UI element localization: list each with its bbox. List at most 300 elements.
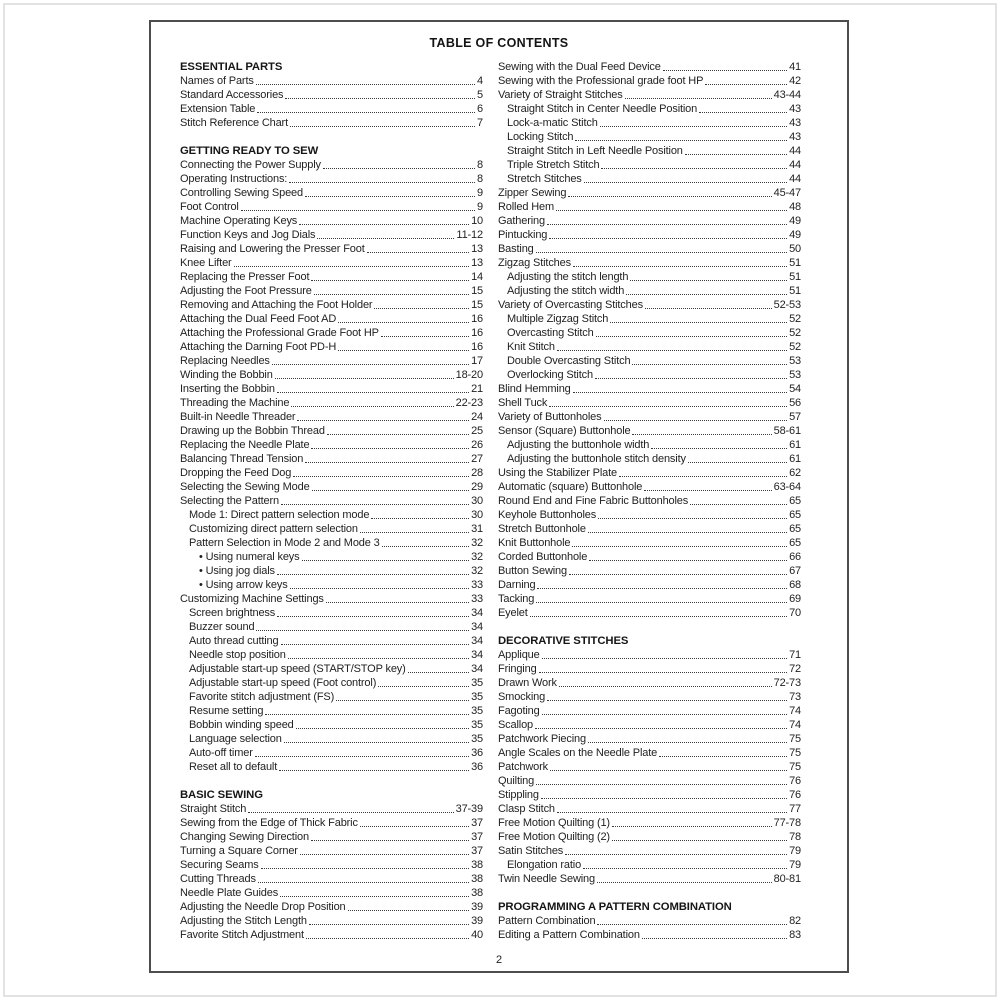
dot-leader bbox=[626, 294, 787, 295]
toc-entry bbox=[180, 592, 483, 606]
entry-page-number: 50 bbox=[789, 243, 801, 255]
dot-leader bbox=[542, 714, 787, 715]
dot-leader bbox=[258, 882, 469, 883]
toc-entry bbox=[180, 690, 483, 704]
dot-leader bbox=[597, 882, 772, 883]
entry-page-number: 21 bbox=[471, 383, 483, 395]
toc-entry bbox=[180, 298, 483, 312]
toc-entry bbox=[498, 592, 801, 606]
entry-page-number: 54 bbox=[789, 383, 801, 395]
toc-entry bbox=[180, 480, 483, 494]
entry-label: Pattern Combination bbox=[498, 915, 596, 927]
entry-label: Patchwork bbox=[498, 761, 549, 773]
toc-entry bbox=[498, 522, 801, 536]
toc-entry bbox=[498, 158, 801, 172]
toc-entry bbox=[498, 438, 801, 452]
dot-leader bbox=[644, 490, 771, 491]
entry-label: Fringing bbox=[498, 663, 537, 675]
dot-leader bbox=[573, 392, 787, 393]
toc-entry bbox=[498, 536, 801, 550]
entry-page-number: 17 bbox=[471, 355, 483, 367]
toc-entry bbox=[180, 872, 483, 886]
entry-page-number: 79 bbox=[789, 859, 801, 871]
dot-leader bbox=[311, 280, 469, 281]
entry-label: Adjusting the buttonhole width bbox=[507, 439, 650, 451]
toc-entry bbox=[498, 186, 801, 200]
dot-leader bbox=[309, 924, 469, 925]
entry-label: Foot Control bbox=[180, 201, 239, 213]
dot-leader bbox=[248, 812, 453, 813]
entry-page-number: 49 bbox=[789, 229, 801, 241]
entry-page-number: 7 bbox=[477, 117, 483, 129]
entry-label: Connecting the Power Supply bbox=[180, 159, 321, 171]
dot-leader bbox=[323, 168, 475, 169]
entry-page-number: 36 bbox=[471, 747, 483, 759]
entry-page-number: 38 bbox=[471, 887, 483, 899]
entry-label: Drawn Work bbox=[498, 677, 557, 689]
dot-leader bbox=[297, 420, 469, 421]
toc-entry bbox=[498, 130, 801, 144]
dot-leader bbox=[257, 112, 475, 113]
dot-leader bbox=[290, 588, 469, 589]
entry-label: Fagoting bbox=[498, 705, 540, 717]
entry-page-number: 51 bbox=[789, 257, 801, 269]
entry-label: Basting bbox=[498, 243, 534, 255]
toc-entry bbox=[180, 270, 483, 284]
entry-label: Replacing Needles bbox=[180, 355, 270, 367]
entry-page-number: 33 bbox=[471, 579, 483, 591]
entry-label: Straight Stitch in Center Needle Position bbox=[507, 103, 698, 115]
dot-leader bbox=[549, 406, 787, 407]
entry-page-number: 65 bbox=[789, 509, 801, 521]
dot-leader bbox=[596, 336, 788, 337]
toc-entry bbox=[180, 158, 483, 172]
dot-leader bbox=[632, 364, 787, 365]
entry-label: Multiple Zigzag Stitch bbox=[507, 313, 609, 325]
toc-section bbox=[180, 788, 483, 942]
toc-entry bbox=[180, 676, 483, 690]
entry-page-number: 37 bbox=[471, 845, 483, 857]
dot-leader bbox=[535, 728, 787, 729]
page-number: 2 bbox=[495, 954, 503, 966]
dot-leader bbox=[598, 518, 787, 519]
dot-leader bbox=[314, 294, 469, 295]
entry-label: Cutting Threads bbox=[180, 873, 256, 885]
entry-page-number: 75 bbox=[789, 733, 801, 745]
toc-entry bbox=[498, 690, 801, 704]
dot-leader bbox=[348, 910, 470, 911]
dot-leader bbox=[336, 700, 469, 701]
toc-entry bbox=[180, 606, 483, 620]
section-heading: DECORATIVE STITCHES bbox=[498, 635, 629, 647]
entry-label: Gathering bbox=[498, 215, 545, 227]
dot-leader bbox=[536, 784, 787, 785]
entry-page-number: 13 bbox=[471, 257, 483, 269]
dot-leader bbox=[312, 490, 470, 491]
entry-label: Controlling Sewing Speed bbox=[180, 187, 303, 199]
toc-entry bbox=[498, 242, 801, 256]
entry-label: Using the Stabilizer Plate bbox=[498, 467, 617, 479]
toc-entry bbox=[180, 382, 483, 396]
entry-page-number: 24 bbox=[471, 411, 483, 423]
toc-entry bbox=[498, 396, 801, 410]
entry-page-number: 61 bbox=[789, 439, 801, 451]
toc-entry bbox=[180, 452, 483, 466]
entry-label: Satin Stitches bbox=[498, 845, 564, 857]
dot-leader bbox=[584, 182, 787, 183]
toc-entry bbox=[498, 466, 801, 480]
entry-page-number: 74 bbox=[789, 719, 801, 731]
toc-entry bbox=[180, 508, 483, 522]
dot-leader bbox=[291, 406, 453, 407]
entry-page-number: 43 bbox=[789, 131, 801, 143]
toc-entry bbox=[180, 200, 483, 214]
toc-column-1 bbox=[180, 60, 483, 942]
entry-page-number: 11-12 bbox=[456, 229, 483, 241]
toc-entry bbox=[498, 494, 801, 508]
dot-leader bbox=[690, 504, 787, 505]
dot-leader bbox=[557, 350, 787, 351]
entry-label: • Using jog dials bbox=[199, 565, 275, 577]
entry-page-number: 44 bbox=[789, 145, 801, 157]
entry-label: Customizing Machine Settings bbox=[180, 593, 324, 605]
dot-leader bbox=[645, 308, 772, 309]
entry-label: Sewing with the Professional grade foot HP bbox=[498, 75, 704, 87]
dot-leader bbox=[367, 252, 469, 253]
dot-leader bbox=[539, 672, 788, 673]
dot-leader bbox=[256, 630, 469, 631]
toc-entry bbox=[180, 326, 483, 340]
entry-label: Selecting the Pattern bbox=[180, 495, 279, 507]
toc-entry bbox=[498, 354, 801, 368]
entry-page-number: 15 bbox=[471, 299, 483, 311]
entry-label: Attaching the Professional Grade Foot HP bbox=[180, 327, 379, 339]
entry-page-number: 74 bbox=[789, 705, 801, 717]
entry-label: Auto-off timer bbox=[189, 747, 253, 759]
dot-leader bbox=[374, 308, 469, 309]
entry-page-number: 16 bbox=[471, 341, 483, 353]
entry-page-number: 34 bbox=[471, 663, 483, 675]
entry-page-number: 34 bbox=[471, 607, 483, 619]
toc-entry bbox=[180, 634, 483, 648]
toc-entry bbox=[180, 830, 483, 844]
dot-leader bbox=[688, 462, 787, 463]
toc-entry bbox=[498, 662, 801, 676]
toc-entry bbox=[180, 354, 483, 368]
entry-label: Pattern Selection in Mode 2 and Mode 3 bbox=[189, 537, 380, 549]
entry-label: Adjusting the Needle Drop Position bbox=[180, 901, 346, 913]
toc-entry bbox=[180, 228, 483, 242]
entry-label: Zigzag Stitches bbox=[498, 257, 571, 269]
entry-page-number: 35 bbox=[471, 719, 483, 731]
dot-leader bbox=[625, 98, 772, 99]
toc-entry bbox=[180, 424, 483, 438]
entry-page-number: 32 bbox=[471, 565, 483, 577]
entry-label: Selecting the Sewing Mode bbox=[180, 481, 310, 493]
entry-page-number: 35 bbox=[471, 705, 483, 717]
toc-entry bbox=[498, 564, 801, 578]
dot-leader bbox=[573, 266, 787, 267]
toc-entry bbox=[180, 74, 483, 88]
entry-label: Clasp Stitch bbox=[498, 803, 555, 815]
dot-leader bbox=[595, 378, 787, 379]
entry-label: Lock-a-matic Stitch bbox=[507, 117, 598, 129]
toc-entry bbox=[180, 172, 483, 186]
dot-leader bbox=[588, 742, 787, 743]
entry-page-number: 15 bbox=[471, 285, 483, 297]
entry-label: Adjustable start-up speed (Foot control) bbox=[189, 677, 377, 689]
entry-label: Mode 1: Direct pattern selection mode bbox=[189, 509, 370, 521]
entry-page-number: 5 bbox=[477, 89, 483, 101]
entry-page-number: 67 bbox=[789, 565, 801, 577]
toc-entry bbox=[498, 214, 801, 228]
dot-leader bbox=[279, 770, 469, 771]
dot-leader bbox=[293, 476, 469, 477]
toc-entry bbox=[180, 578, 483, 592]
entry-label: Bobbin winding speed bbox=[189, 719, 294, 731]
toc-entry bbox=[498, 746, 801, 760]
entry-page-number: 77 bbox=[789, 803, 801, 815]
dot-leader bbox=[530, 616, 787, 617]
entry-label: Elongation ratio bbox=[507, 859, 582, 871]
entry-page-number: 41 bbox=[789, 61, 801, 73]
toc-entry bbox=[498, 60, 801, 74]
toc-entry bbox=[498, 704, 801, 718]
entry-page-number: 72 bbox=[789, 663, 801, 675]
entry-label: Pintucking bbox=[498, 229, 548, 241]
entry-page-number: 40 bbox=[471, 929, 483, 941]
toc-entry bbox=[180, 536, 483, 550]
entry-label: Double Overcasting Stitch bbox=[507, 355, 631, 367]
entry-label: Sewing from the Edge of Thick Fabric bbox=[180, 817, 358, 829]
entry-page-number: 36 bbox=[471, 761, 483, 773]
toc-entry bbox=[180, 746, 483, 760]
entry-page-number: 31 bbox=[471, 523, 483, 535]
entry-label: Attaching the Dual Feed Foot AD bbox=[180, 313, 337, 325]
dot-leader bbox=[588, 532, 787, 533]
toc-entry bbox=[180, 886, 483, 900]
toc-entry bbox=[498, 256, 801, 270]
entry-page-number: 28 bbox=[471, 467, 483, 479]
dot-leader bbox=[685, 154, 787, 155]
entry-label: Knit Stitch bbox=[507, 341, 555, 353]
dot-leader bbox=[542, 658, 787, 659]
entry-page-number: 10 bbox=[471, 215, 483, 227]
entry-label: Sensor (Square) Buttonhole bbox=[498, 425, 631, 437]
toc-entry bbox=[498, 200, 801, 214]
dot-leader bbox=[277, 574, 469, 575]
entry-page-number: 30 bbox=[471, 509, 483, 521]
entry-page-number: 8 bbox=[477, 159, 483, 171]
dot-leader bbox=[381, 336, 469, 337]
entry-page-number: 53 bbox=[789, 355, 801, 367]
dot-leader bbox=[541, 798, 787, 799]
entry-label: Overlocking Stitch bbox=[507, 369, 593, 381]
dot-leader bbox=[378, 686, 469, 687]
entry-page-number: 66 bbox=[789, 551, 801, 563]
dot-leader bbox=[234, 266, 470, 267]
toc-entry bbox=[498, 830, 801, 844]
dot-leader bbox=[612, 826, 772, 827]
dot-leader bbox=[360, 826, 469, 827]
entry-page-number: 22-23 bbox=[455, 397, 483, 409]
toc-entry bbox=[180, 802, 483, 816]
dot-leader bbox=[300, 854, 469, 855]
toc-entry bbox=[180, 284, 483, 298]
toc-entry bbox=[498, 774, 801, 788]
dot-leader bbox=[296, 728, 469, 729]
dot-leader bbox=[632, 434, 771, 435]
dot-leader bbox=[311, 840, 469, 841]
entry-label: Round End and Fine Fabric Buttonholes bbox=[498, 495, 689, 507]
toc-section bbox=[180, 60, 483, 130]
entry-label: Built-in Needle Threader bbox=[180, 411, 296, 423]
entry-label: Shell Tuck bbox=[498, 397, 548, 409]
dot-leader bbox=[663, 70, 787, 71]
entry-page-number: 45-47 bbox=[773, 187, 801, 199]
entry-page-number: 73 bbox=[789, 691, 801, 703]
toc-entry bbox=[180, 760, 483, 774]
entry-label: Dropping the Feed Dog bbox=[180, 467, 292, 479]
dot-leader bbox=[575, 140, 787, 141]
toc-entry bbox=[498, 508, 801, 522]
dot-leader bbox=[265, 714, 469, 715]
dot-leader bbox=[619, 476, 787, 477]
toc-entry bbox=[180, 900, 483, 914]
toc-entry bbox=[180, 410, 483, 424]
entry-label: Knit Buttonhole bbox=[498, 537, 571, 549]
entry-page-number: 62 bbox=[789, 467, 801, 479]
dot-leader bbox=[536, 602, 787, 603]
page-title: TABLE OF CONTENTS bbox=[429, 36, 569, 50]
entry-label: Adjusting the stitch width bbox=[507, 285, 625, 297]
entry-label: Turning a Square Corner bbox=[180, 845, 298, 857]
entry-page-number: 52 bbox=[789, 313, 801, 325]
dot-leader bbox=[281, 644, 470, 645]
entry-label: Twin Needle Sewing bbox=[498, 873, 595, 885]
toc-entry bbox=[180, 242, 483, 256]
entry-label: • Using numeral keys bbox=[199, 551, 300, 563]
toc-entry bbox=[180, 214, 483, 228]
entry-label: Darning bbox=[498, 579, 536, 591]
toc-entry bbox=[498, 284, 801, 298]
entry-page-number: 13 bbox=[471, 243, 483, 255]
toc-entry bbox=[498, 368, 801, 382]
toc-entry bbox=[498, 480, 801, 494]
entry-page-number: 27 bbox=[471, 453, 483, 465]
dot-leader bbox=[256, 84, 475, 85]
entry-label: Stretch Buttonhole bbox=[498, 523, 586, 535]
dot-leader bbox=[583, 868, 787, 869]
entry-page-number: 51 bbox=[789, 271, 801, 283]
toc-entry bbox=[498, 872, 801, 886]
entry-label: Blind Hemming bbox=[498, 383, 571, 395]
entry-label: Language selection bbox=[189, 733, 282, 745]
toc-entry bbox=[498, 116, 801, 130]
dot-leader bbox=[326, 602, 469, 603]
dot-leader bbox=[284, 742, 469, 743]
dot-leader bbox=[601, 168, 787, 169]
dot-leader bbox=[559, 686, 772, 687]
entry-label: Editing a Pattern Combination bbox=[498, 929, 640, 941]
section-heading: ESSENTIAL PARTS bbox=[180, 61, 283, 73]
dot-leader bbox=[280, 896, 469, 897]
toc-entry bbox=[180, 186, 483, 200]
toc-entry bbox=[498, 172, 801, 186]
entry-page-number: 43 bbox=[789, 117, 801, 129]
entry-label: Adjusting the Stitch Length bbox=[180, 915, 307, 927]
entry-page-number: 52 bbox=[789, 327, 801, 339]
toc-entry bbox=[180, 914, 483, 928]
dot-leader bbox=[597, 924, 787, 925]
entry-label: Threading the Machine bbox=[180, 397, 290, 409]
toc-entry bbox=[498, 606, 801, 620]
toc-entry bbox=[498, 88, 801, 102]
entry-label: Stippling bbox=[498, 789, 539, 801]
entry-label: Variety of Overcasting Stitches bbox=[498, 299, 643, 311]
dot-leader bbox=[360, 532, 469, 533]
entry-page-number: 9 bbox=[477, 201, 483, 213]
entry-page-number: 77-78 bbox=[773, 817, 801, 829]
toc-entry bbox=[498, 340, 801, 354]
toc-section bbox=[498, 900, 801, 942]
entry-page-number: 37-39 bbox=[455, 803, 483, 815]
dot-leader bbox=[569, 574, 787, 575]
dot-leader bbox=[290, 126, 475, 127]
entry-page-number: 16 bbox=[471, 327, 483, 339]
toc-entry bbox=[180, 116, 483, 130]
toc-entry bbox=[498, 802, 801, 816]
toc-entry bbox=[498, 410, 801, 424]
dot-leader bbox=[255, 756, 469, 757]
dot-leader bbox=[549, 238, 787, 239]
dot-leader bbox=[261, 868, 469, 869]
toc-entry bbox=[180, 466, 483, 480]
dot-leader bbox=[547, 224, 787, 225]
entry-page-number: 25 bbox=[471, 425, 483, 437]
entry-label: Function Keys and Jog Dials bbox=[180, 229, 316, 241]
entry-page-number: 16 bbox=[471, 313, 483, 325]
entry-page-number: 34 bbox=[471, 649, 483, 661]
entry-label: Machine Operating Keys bbox=[180, 215, 298, 227]
toc-entry bbox=[180, 522, 483, 536]
entry-page-number: 26 bbox=[471, 439, 483, 451]
toc-entry bbox=[180, 550, 483, 564]
entry-page-number: 35 bbox=[471, 691, 483, 703]
entry-label: Favorite stitch adjustment (FS) bbox=[189, 691, 335, 703]
entry-page-number: 65 bbox=[789, 537, 801, 549]
entry-page-number: 32 bbox=[471, 537, 483, 549]
entry-page-number: 71 bbox=[789, 649, 801, 661]
entry-label: Adjusting the Foot Pressure bbox=[180, 285, 312, 297]
dot-leader bbox=[338, 322, 469, 323]
toc-entry bbox=[180, 438, 483, 452]
toc-entry bbox=[180, 88, 483, 102]
dot-leader bbox=[610, 322, 787, 323]
toc-entry bbox=[498, 326, 801, 340]
entry-label: Automatic (square) Buttonhole bbox=[498, 481, 643, 493]
toc-entry bbox=[180, 718, 483, 732]
section-heading: GETTING READY TO SEW bbox=[180, 145, 319, 157]
toc-entry bbox=[180, 312, 483, 326]
document-sheet bbox=[149, 20, 849, 973]
dot-leader bbox=[651, 448, 787, 449]
entry-page-number: 75 bbox=[789, 747, 801, 759]
toc-entry bbox=[180, 102, 483, 116]
section-heading: PROGRAMMING A PATTERN COMBINATION bbox=[498, 901, 732, 913]
toc-entry bbox=[498, 648, 801, 662]
toc-entry bbox=[180, 396, 483, 410]
